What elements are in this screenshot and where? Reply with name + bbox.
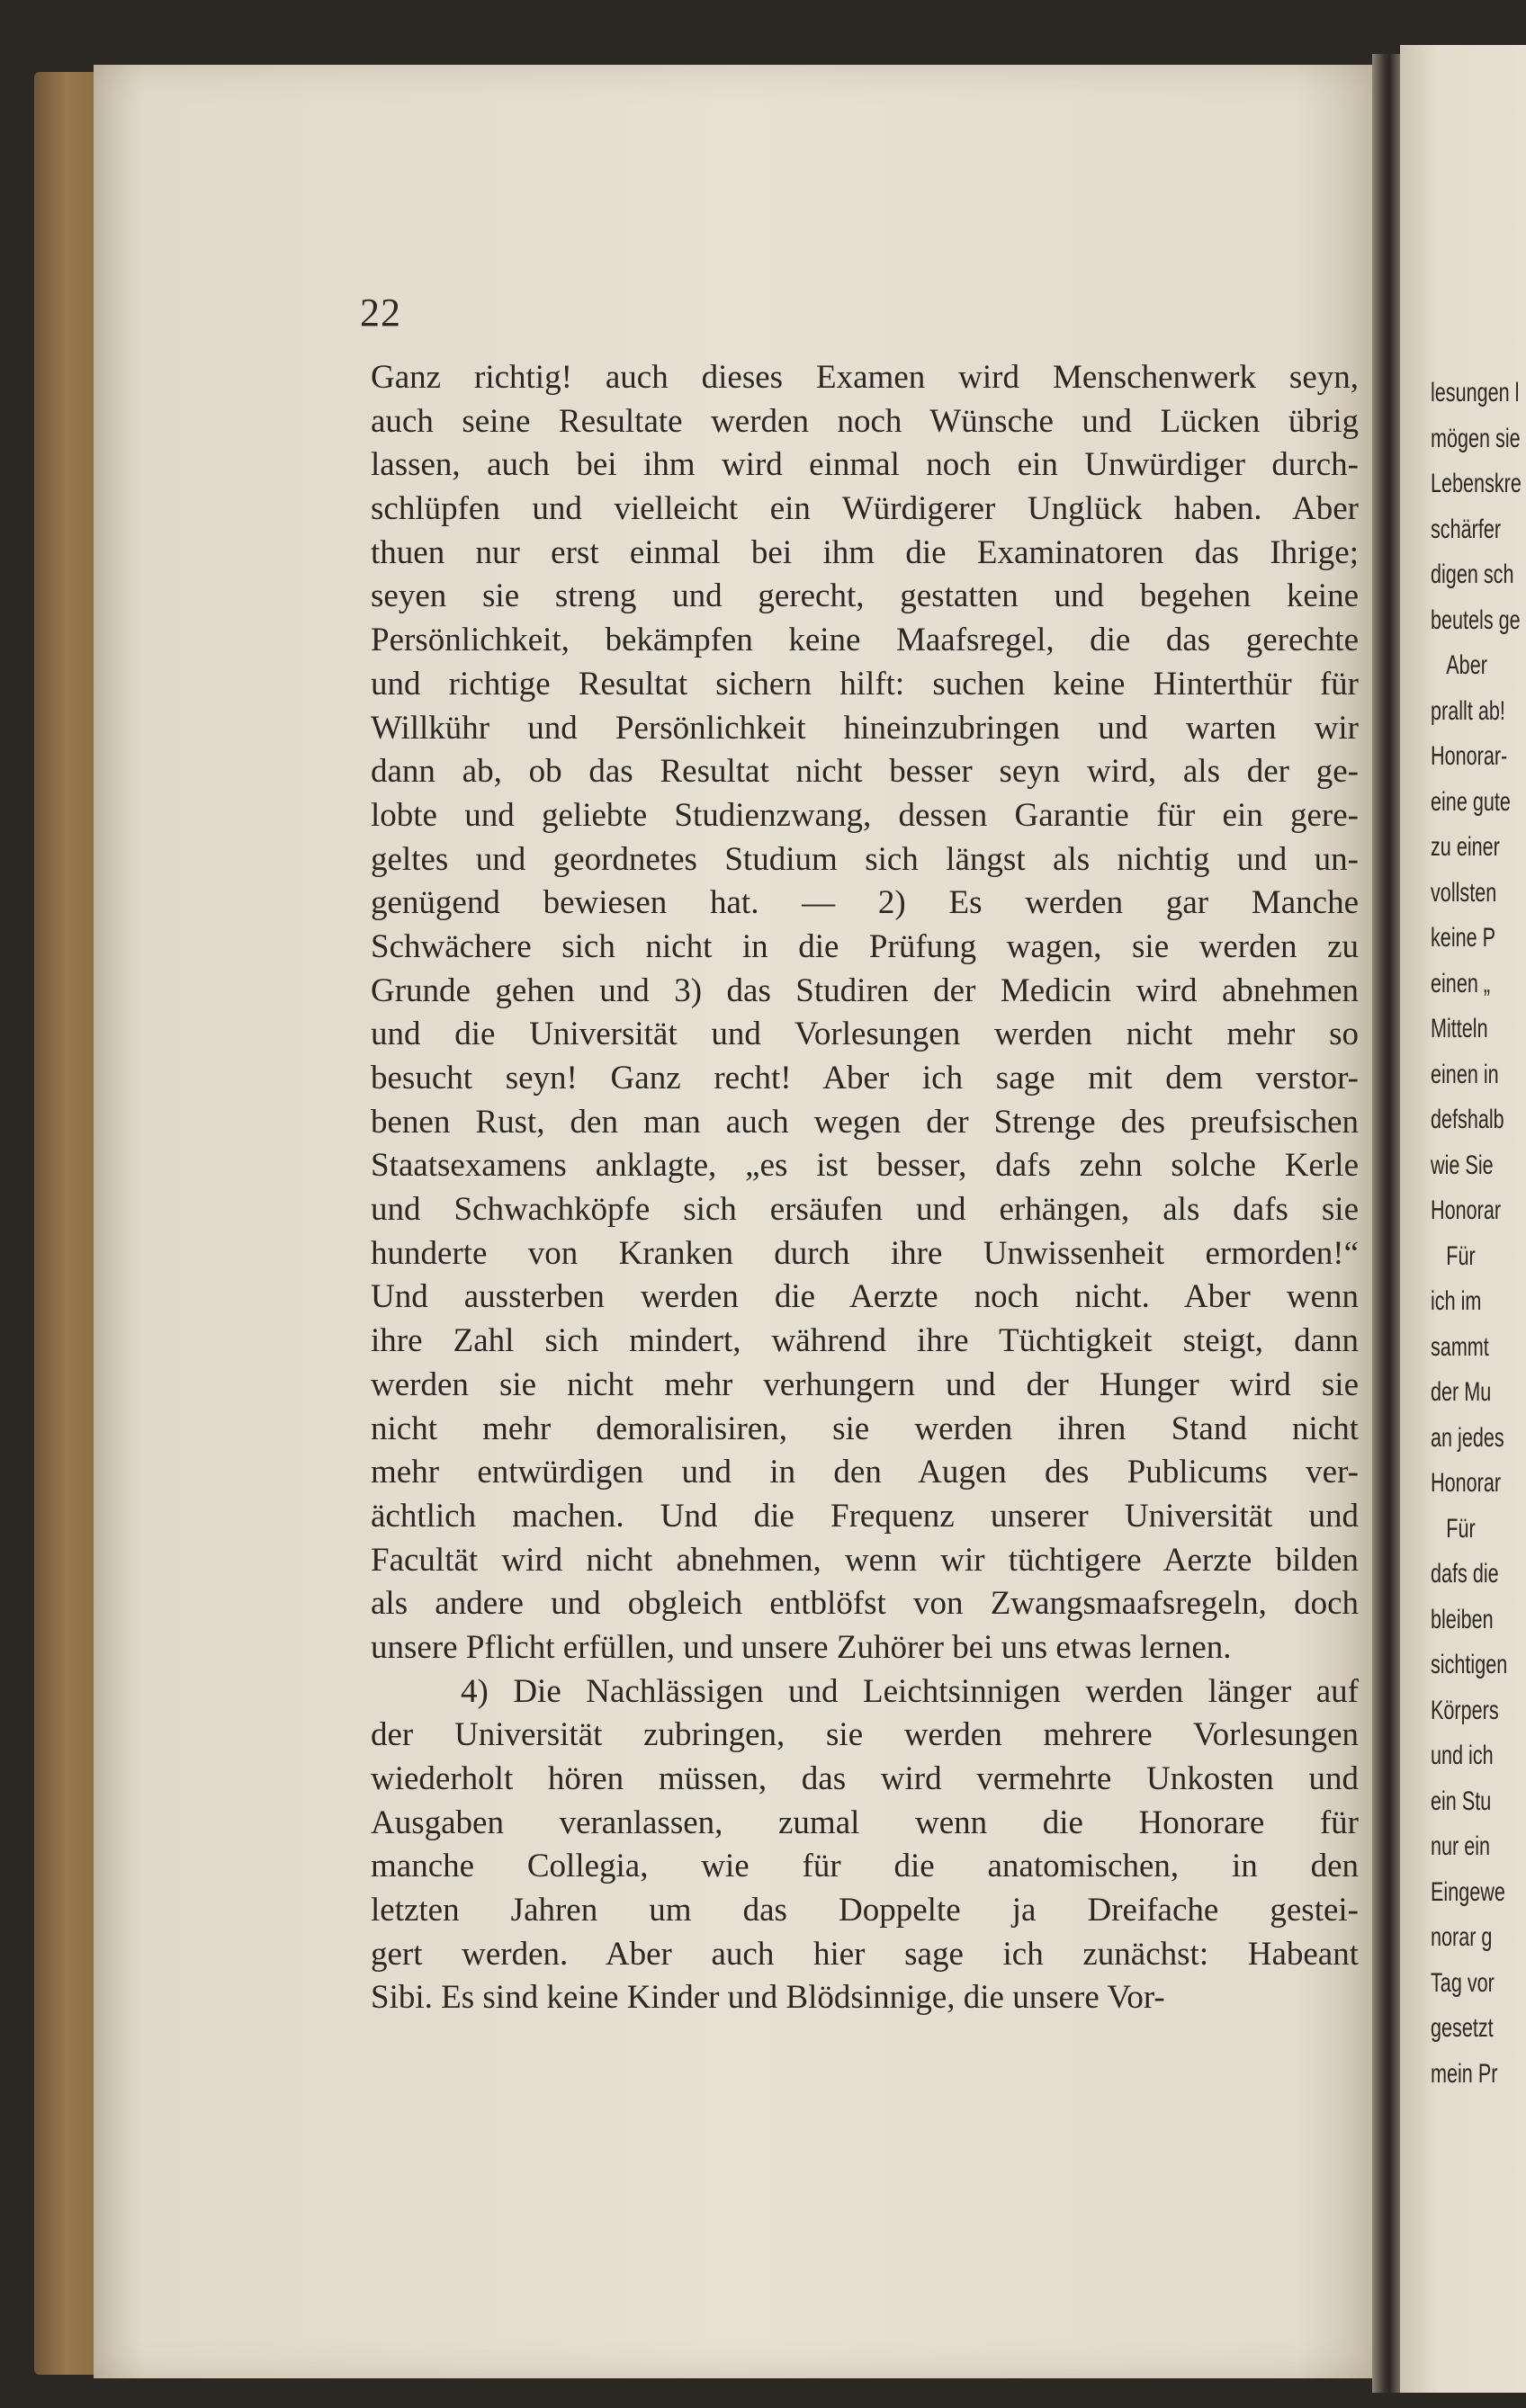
text-line: ihre Zahl sich mindert, während ihre Tüchtigkeit steigt, dann [371,1322,1359,1360]
text-line: manche Collegia, wie für die anatomischen, in den [371,1848,1359,1885]
next-page-line: beutels ge [1431,604,1521,635]
next-page-line: sichtigen [1431,1650,1508,1679]
next-page-line: Aber [1446,650,1487,680]
text-line: mehr entwürdigen und in den Augen des Publicums ver- [371,1454,1359,1491]
text-line: und richtige Resultat sichern hilft: suchen keine Hinterthür für [371,665,1359,703]
text-line: werden sie nicht mehr verhungern und der Hunger wird sie [371,1365,1359,1403]
text-line: hunderte von Kranken durch ihre Unwissenheit ermorden!“ [371,1234,1359,1272]
text-line: dann ab, ob das Resultat nicht besser seyn wird, als der ge- [371,753,1359,791]
text-line: Staatsexamens anklagte, „es ist besser, dafs zehn solche Kerle [371,1147,1359,1185]
page-right-partial [1400,45,1526,2393]
next-page-line: defshalb [1431,1105,1504,1134]
next-page-line: nur ein [1431,1831,1491,1861]
next-page-line: vollsten [1431,877,1497,908]
next-page-line: Körpers [1431,1695,1499,1725]
text-line: gert werden. Aber auch hier sage ich zunächst: Habeant [371,1935,1359,1973]
next-page-line: digen sch [1431,559,1514,589]
next-page-line: Tag vor [1431,1967,1495,1998]
text-line: Grunde gehen und 3) das Studiren der Medicin wird abnehmen [371,971,1359,1009]
next-page-fragments [1431,371,1526,2097]
next-page-line: einen in [1431,1059,1499,1089]
next-page-line: gesetzt [1431,2013,1494,2043]
next-page-line: sammt [1431,1331,1489,1362]
next-page-line: Honorar [1431,1468,1502,1498]
next-page-line: Lebenskre [1431,469,1522,498]
next-page-line: Honorar [1431,1195,1502,1225]
body-text [371,356,1359,2020]
next-page-line: Eingewe [1431,1876,1505,1907]
next-page-line: mein Pr [1431,2058,1498,2089]
next-page-line: norar g [1431,1922,1493,1952]
next-page-line: bleiben [1431,1604,1494,1634]
text-line: letzten Jahren um das Doppelte ja Dreifache gestei- [371,1892,1359,1929]
text-line: 4) Die Nachlässigen und Leichtsinnigen werden länger auf [461,1672,1359,1710]
text-line: besucht seyn! Ganz recht! Aber ich sage mit dem verstor- [371,1060,1359,1097]
next-page-line: einen „ [1431,968,1491,998]
next-page-line: keine P [1431,923,1496,953]
text-line: der Universität zubringen, sie werden mehrere Vorlesungen [371,1716,1359,1754]
next-page-line: dafs die [1431,1559,1499,1589]
text-line: ächtlich machen. Und die Frequenz unserer Universität und [371,1497,1359,1535]
text-line: nicht mehr demoralisiren, sie werden ihren Stand nicht [371,1410,1359,1447]
text-line: Und aussterben werden die Aerzte noch nicht. Aber wenn [371,1278,1359,1316]
next-page-line: der Mu [1431,1377,1492,1407]
book-gutter [1372,54,1401,2393]
text-line: Facultät wird nicht abnehmen, wenn wir tüchtigere Aerzte bilden [371,1541,1359,1579]
text-line: Ausgaben veranlassen, zumal wenn die Honorare für [371,1804,1359,1841]
text-line: thuen nur erst einmal bei ihm die Examinatoren das Ihrige; [371,533,1359,571]
next-page-line: zu einer [1431,832,1500,862]
next-page-line: ich im [1431,1286,1482,1316]
page-number: 22 [360,291,401,335]
text-line: und die Universität und Vorlesungen werden nicht mehr so [371,1016,1359,1053]
text-line: geltes und geordnetes Studium sich längst als nichtig und un- [371,840,1359,878]
next-page-line: prallt ab! [1431,695,1505,726]
next-page-line: Honorar- [1431,741,1508,771]
text-line: wiederholt hören müssen, das wird vermehrte Unkosten und [371,1760,1359,1797]
text-line: unsere Pflicht erfüllen, und unsere Zuhörer bei uns etwas lernen. [371,1628,1232,1666]
text-line: genügend bewiesen hat. — 2) Es werden gar Manche [371,884,1359,922]
next-page-line: wie Sie [1431,1150,1494,1180]
next-page-line: eine gute [1431,786,1511,817]
next-page-line: lesungen l [1431,378,1520,407]
text-line: seyen sie streng und gerecht, gestatten und begehen keine [371,577,1359,615]
text-line: lassen, auch bei ihm wird einmal noch ein Unwürdiger durch- [371,446,1359,484]
text-line: und Schwachköpfe sich ersäufen und erhängen, als dafs sie [371,1191,1359,1229]
text-line: Ganz richtig! auch dieses Examen wird Menschenwerk seyn, [371,359,1359,396]
next-page-line: mögen sie [1431,423,1521,453]
next-page-line: Mitteln [1431,1014,1488,1043]
next-page-line: schärfer [1431,514,1502,544]
text-line: lobte und geliebte Studienzwang, dessen Garantie für ein gere- [371,796,1359,834]
text-line: Schwächere sich nicht in die Prüfung wagen, sie werden zu [371,927,1359,965]
text-line: Willkühr und Persönlichkeit hineinzubringen und warten wir [371,709,1359,747]
text-line: schlüpfen und vielleicht ein Würdigerer Unglück haben. Aber [371,490,1359,528]
next-page-line: und ich [1431,1741,1494,1770]
next-page-line: ein Stu [1431,1786,1492,1816]
text-line: Sibi. Es sind keine Kinder und Blödsinnige, die unsere Vor- [371,1979,1165,2017]
text-line: Persönlichkeit, bekämpfen keine Maafsregel, die das gerechte [371,622,1359,659]
text-line: auch seine Resultate werden noch Wünsche und Lücken übrig [371,402,1359,440]
text-line: als andere und obgleich entblöfst von Zwangsmaafsregeln, doch [371,1585,1359,1623]
next-page-line: Für [1446,1513,1476,1544]
text-line: benen Rust, den man auch wegen der Strenge des preufsischen [371,1103,1359,1141]
next-page-line: Für [1446,1240,1476,1271]
next-page-line: an jedes [1431,1422,1504,1453]
